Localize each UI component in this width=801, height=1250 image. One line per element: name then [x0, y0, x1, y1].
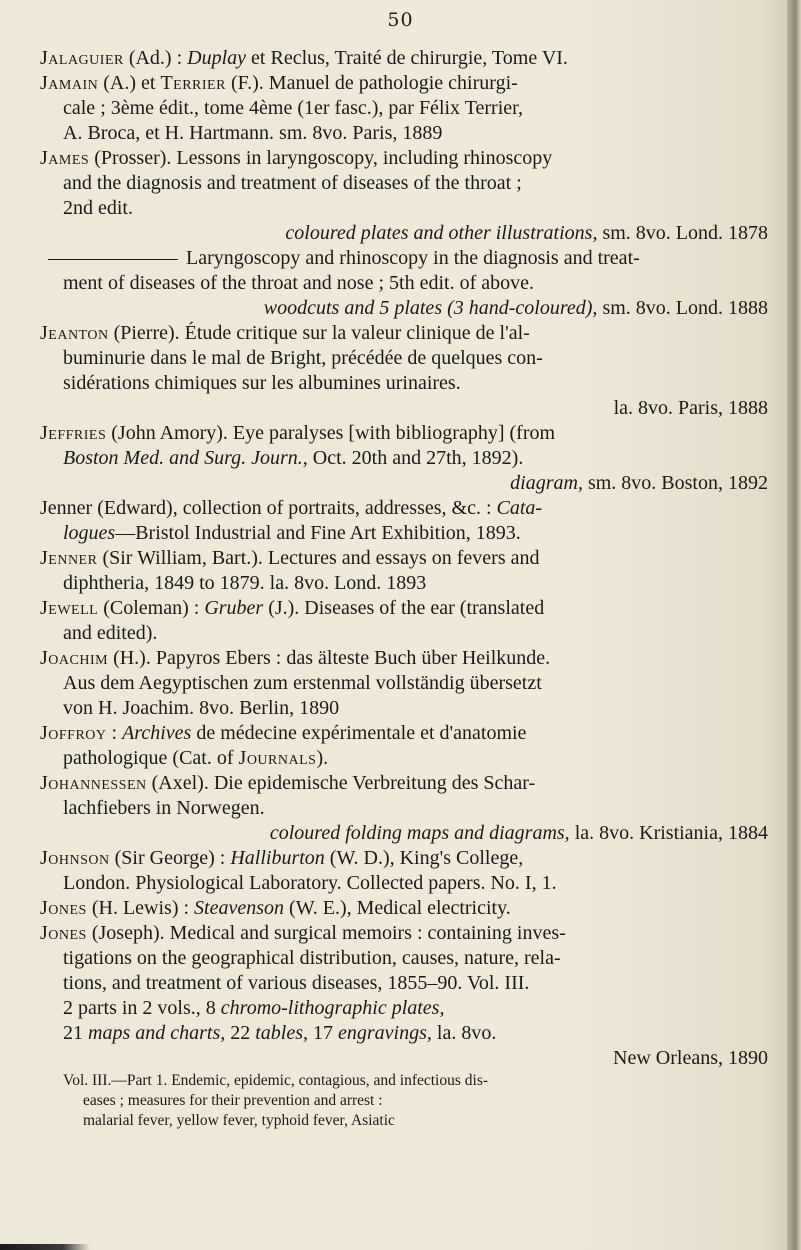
entry-line — [40, 146, 768, 171]
entry-text: (Prosser). Lessons in laryngoscopy, including rhinoscopy — [89, 147, 553, 169]
entry-text: 2 parts in 2 vols., 8 — [63, 997, 221, 1019]
catalog-entry — [40, 721, 768, 771]
italic-text: and charts, — [135, 1022, 226, 1044]
entry-line — [40, 446, 768, 471]
entry-text: (J.). Diseases of the ear (translated — [263, 597, 545, 619]
entry-line — [40, 171, 768, 196]
italic-text: tables, — [255, 1022, 309, 1044]
entry-text: (Ad.) : — [123, 47, 188, 69]
italic-text: Duplay — [187, 47, 247, 69]
entry-text: pathologique (Cat. of — [63, 747, 239, 769]
entry-line — [40, 421, 768, 446]
entry-text: (F.). Manuel de pathologie chirurgi- — [225, 72, 518, 94]
entry-line — [40, 321, 768, 346]
author-name: Johannessen — [40, 772, 147, 794]
entry-text: A. Broca, et H. Hartmann. sm. 8vo. Paris, 1889 — [63, 122, 443, 144]
entry-text: (Pierre). Étude critique sur la valeur clinique de l'al- — [108, 322, 530, 344]
author-name: Jones — [40, 922, 87, 944]
entry-text: von H. Joachim. 8vo. Berlin, 1890 — [63, 697, 340, 719]
catalog-entry — [40, 246, 768, 321]
entry-text: lachfiebers in Norwegen. — [63, 797, 265, 819]
author-name: James — [40, 147, 90, 169]
entry-line — [40, 696, 768, 721]
note-line: malarial fever, yellow fever, typhoid fever, Asiatic — [83, 1112, 395, 1129]
entry-line — [40, 721, 768, 746]
italic-text: Halliburton — [230, 847, 325, 869]
entry-text: —Bristol Industrial and Fine Art Exhibition, 1893. — [115, 522, 521, 544]
entry-text: buminurie dans le mal de Bright, précédée de quelques con- — [63, 347, 543, 369]
author-name: Joffroy — [40, 722, 107, 744]
catalog-entry — [40, 596, 768, 646]
entry-text: de médecine expérimentale et d'anatomie — [191, 722, 527, 744]
entry-text: 22 — [225, 1022, 256, 1044]
entry-line — [40, 71, 768, 96]
entry-text: (H.). Papyros Ebers : das älteste Buch über Heilkunde. — [108, 647, 551, 669]
author-name: Terrier — [160, 72, 226, 94]
entry-text: la. 8vo. Kristiania, 1884 — [569, 822, 768, 844]
entry-line — [40, 946, 768, 971]
entry-text: London. Physiological Laboratory. Collected papers. No. I, 1. — [63, 872, 557, 894]
entry-text: (Axel). Die epidemische Verbreitung des Schar- — [146, 772, 536, 794]
entry-text: (Sir William, Bart.). Lectures and essays on fevers and — [97, 547, 540, 569]
italic-text: engravings, — [338, 1022, 432, 1044]
italic-text: Boston Med. and Surg. Journ., — [63, 447, 308, 469]
entry-line — [40, 196, 768, 221]
author-name: Jones — [40, 897, 87, 919]
entry-text: 21 — [63, 1022, 88, 1044]
entry-line — [40, 671, 768, 696]
note-line: Vol. III.—Part 1. Endemic, epidemic, contagious, and infectious dis- — [63, 1072, 489, 1089]
italic-text: logues — [63, 522, 116, 544]
entry-text: (Joseph). Medical and surgical memoirs : containing inves- — [86, 922, 566, 944]
entry-text: la. 8vo. — [431, 1022, 497, 1044]
italic-text: chromo-lithographic plates, — [220, 997, 445, 1019]
entry-text: sm. 8vo. Boston, 1892 — [582, 472, 768, 494]
entry-note — [40, 1071, 768, 1131]
entry-text: ment of diseases of the throat and nose ; 5th edit. of above. — [63, 272, 534, 294]
entry-text: (Sir George) : — [109, 847, 231, 869]
author-name: Journals — [238, 747, 317, 769]
entry-line — [40, 271, 768, 296]
entry-text: Laryngoscopy and rhinoscopy in the diagnosis and treat- — [186, 247, 640, 269]
entry-line — [40, 496, 768, 521]
italic-text: coloured plates and other illustrations, — [285, 222, 598, 244]
page-number: 50 — [387, 9, 414, 31]
entry-line — [40, 96, 768, 121]
author-name: Jalaguier — [40, 47, 124, 69]
entry-line — [40, 346, 768, 371]
author-name: Joachim — [40, 647, 109, 669]
author-name: Johnson — [40, 847, 110, 869]
entry-text: and edited). — [63, 622, 158, 644]
catalog-entry — [40, 321, 768, 421]
entry-text: (W. E.), Medical electricity. — [284, 897, 511, 919]
entry-line — [40, 821, 768, 846]
entry-text: la. 8vo. Paris, 1888 — [613, 397, 768, 419]
entry-line — [40, 46, 768, 71]
entry-text: Aus dem Aegyptischen zum erstenmal vollständig übersetzt — [63, 672, 542, 694]
entry-text: New Orleans, 1890 — [613, 1047, 768, 1069]
catalog-entry — [40, 71, 768, 146]
entry-text: (A.) et — [98, 72, 161, 94]
entry-text: sm. 8vo. Lond. 1888 — [597, 297, 768, 319]
entry-line — [40, 621, 768, 646]
page-corner-mark — [0, 1244, 90, 1250]
bibliography-entries — [40, 46, 768, 1131]
italic-text: Gruber — [204, 597, 264, 619]
catalog-entry — [40, 646, 768, 721]
entry-text: (H. Lewis) : — [86, 897, 195, 919]
entry-line — [40, 546, 768, 571]
book-spine-edge — [787, 0, 801, 1250]
entry-line — [40, 1046, 768, 1071]
catalog-entry — [40, 546, 768, 596]
entry-text: Oct. 20th and 27th, 1892). — [307, 447, 524, 469]
catalog-entry — [40, 421, 768, 496]
entry-line — [40, 521, 768, 546]
italic-text: diagram, — [510, 472, 583, 494]
note-line: eases ; measures for their prevention and arrest : — [83, 1092, 383, 1109]
italic-text: coloured folding maps and diagrams, — [269, 822, 570, 844]
entry-line — [40, 471, 768, 496]
entry-text: sm. 8vo. Lond. 1878 — [597, 222, 768, 244]
entry-text: cale ; 3ème édit., tome 4ème (1er fasc.), par Félix Terrier, — [63, 97, 523, 119]
entry-line — [40, 396, 768, 421]
catalog-entry — [40, 46, 768, 71]
entry-line — [40, 996, 768, 1021]
entry-text: 17 — [308, 1022, 339, 1044]
entry-text: diphtheria, 1849 to 1879. la. 8vo. Lond. 1893 — [63, 572, 427, 594]
catalog-entry — [40, 896, 768, 921]
entry-line — [40, 846, 768, 871]
author-name: Jeanton — [40, 322, 109, 344]
entry-text: and the diagnosis and treatment of diseases of the throat ; — [63, 172, 522, 194]
entry-text: (Coleman) : — [98, 597, 205, 619]
italic-text: maps — [88, 1022, 131, 1044]
author-name: Jenner — [40, 547, 98, 569]
entry-line — [40, 296, 768, 321]
entry-line — [40, 571, 768, 596]
italic-text: woodcuts and 5 plates (3 hand-coloured), — [263, 297, 598, 319]
entry-line — [40, 746, 768, 771]
entry-line — [40, 371, 768, 396]
italic-text: Steavenson — [194, 897, 285, 919]
italic-text: Archives — [122, 722, 192, 744]
catalog-entry — [40, 146, 768, 246]
catalog-entry — [40, 496, 768, 546]
entry-line — [40, 921, 768, 946]
entry-text: sidérations chimiques sur les albumines urinaires. — [63, 372, 461, 394]
entry-line — [40, 246, 768, 271]
entry-line — [40, 596, 768, 621]
entry-text: tigations on the geographical distribution, causes, nature, rela- — [63, 947, 561, 969]
entry-text: 2nd edit. — [63, 197, 133, 219]
entry-text: : — [106, 722, 123, 744]
entry-line — [40, 971, 768, 996]
author-name: Jewell — [40, 597, 99, 619]
entry-text: et Reclus, Traité de chirurgie, Tome VI. — [246, 47, 568, 69]
catalog-entry — [40, 846, 768, 896]
author-name: Jamain — [40, 72, 99, 94]
entry-text: tions, and treatment of various diseases, 1855–90. Vol. III. — [63, 972, 530, 994]
entry-line — [40, 221, 768, 246]
entry-text: (W. D.), King's College, — [324, 847, 524, 869]
entry-line — [40, 1021, 768, 1046]
entry-line — [40, 796, 768, 821]
entry-text: (John Amory). Eye paralyses [with bibliography] (from — [106, 422, 556, 444]
entry-text: ). — [316, 747, 329, 769]
entry-line — [40, 121, 768, 146]
entry-text: Jenner (Edward), collection of portraits, addresses, &c. : — [40, 497, 497, 519]
ditto-dash — [48, 259, 178, 260]
entry-line — [40, 771, 768, 796]
italic-text: Cata- — [496, 497, 543, 519]
entry-line — [40, 646, 768, 671]
entry-line — [40, 871, 768, 896]
catalog-entry — [40, 921, 768, 1131]
author-name: Jeffries — [40, 422, 107, 444]
entry-line — [40, 896, 768, 921]
catalog-entry — [40, 771, 768, 846]
